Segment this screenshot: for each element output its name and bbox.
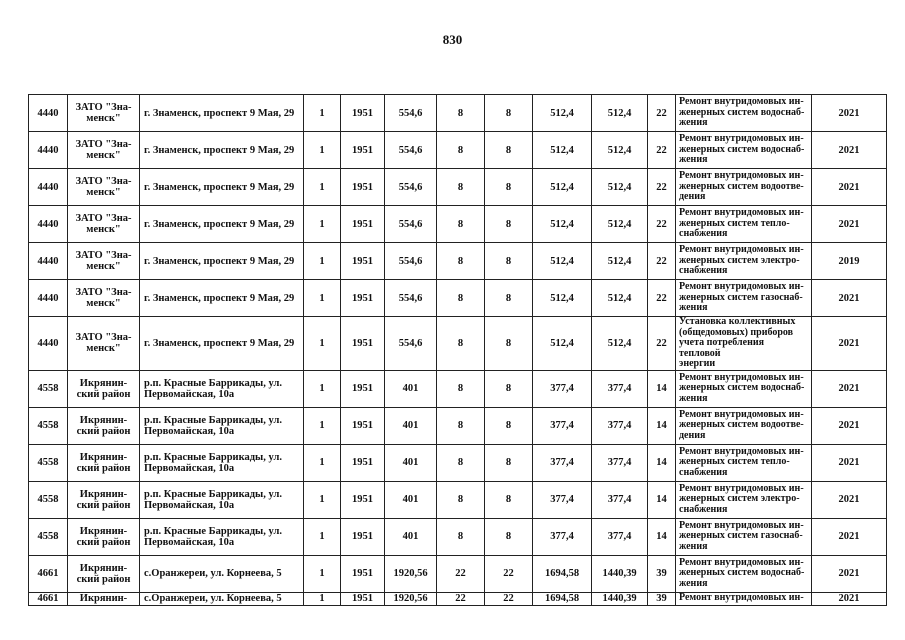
count-cell-3: 8 bbox=[485, 317, 533, 371]
residents-cell: 14 bbox=[648, 407, 676, 444]
total-area-cell: 554,6 bbox=[385, 95, 437, 132]
count-cell: 1 bbox=[304, 95, 341, 132]
plan-year-cell: 2021 bbox=[812, 317, 887, 371]
count-cell-2: 8 bbox=[437, 407, 485, 444]
address-cell: с.Оранжереи, ул. Корнеева, 5 bbox=[140, 592, 304, 605]
plan-year-cell: 2021 bbox=[812, 555, 887, 592]
table-row bbox=[29, 280, 887, 317]
count-cell-2: 8 bbox=[437, 132, 485, 169]
territory-cell: ЗАТО "Зна- менск" bbox=[68, 206, 140, 243]
territory-cell: Икрянин- ский район bbox=[68, 481, 140, 518]
count-cell-3: 8 bbox=[485, 132, 533, 169]
residents-cell: 22 bbox=[648, 243, 676, 280]
plan-year-cell: 2021 bbox=[812, 407, 887, 444]
residents-cell: 22 bbox=[648, 317, 676, 371]
table-row bbox=[29, 169, 887, 206]
count-cell-3: 8 bbox=[485, 370, 533, 407]
area-cell-2: 512,4 bbox=[533, 169, 592, 206]
territory-cell: ЗАТО "Зна- менск" bbox=[68, 243, 140, 280]
area-cell-3: 512,4 bbox=[592, 317, 648, 371]
plan-year-cell: 2021 bbox=[812, 518, 887, 555]
count-cell-3: 8 bbox=[485, 518, 533, 555]
year-cell: 1951 bbox=[341, 555, 385, 592]
table-row bbox=[29, 592, 887, 605]
area-cell-2: 377,4 bbox=[533, 407, 592, 444]
year-cell: 1951 bbox=[341, 95, 385, 132]
plan-year-cell: 2021 bbox=[812, 95, 887, 132]
work-type-cell: Ремонт внутридомовых ин- женерных систем тепло- снабжения bbox=[676, 206, 812, 243]
plan-year-cell: 2021 bbox=[812, 169, 887, 206]
housing-repair-table bbox=[28, 94, 887, 606]
area-cell-2: 512,4 bbox=[533, 206, 592, 243]
residents-cell: 14 bbox=[648, 518, 676, 555]
count-cell: 1 bbox=[304, 481, 341, 518]
house-id-cell: 4558 bbox=[29, 370, 68, 407]
count-cell: 1 bbox=[304, 407, 341, 444]
total-area-cell: 554,6 bbox=[385, 317, 437, 371]
table-row bbox=[29, 317, 887, 371]
count-cell: 1 bbox=[304, 206, 341, 243]
area-cell-2: 512,4 bbox=[533, 95, 592, 132]
territory-cell: Икрянин- ский район bbox=[68, 370, 140, 407]
house-id-cell: 4440 bbox=[29, 206, 68, 243]
work-type-cell: Ремонт внутридомовых ин- женерных систем водоснаб- жения bbox=[676, 370, 812, 407]
house-id-cell: 4440 bbox=[29, 243, 68, 280]
year-cell: 1951 bbox=[341, 132, 385, 169]
area-cell-3: 377,4 bbox=[592, 370, 648, 407]
count-cell-2: 8 bbox=[437, 317, 485, 371]
house-id-cell: 4440 bbox=[29, 169, 68, 206]
area-cell-3: 512,4 bbox=[592, 169, 648, 206]
plan-year-cell: 2021 bbox=[812, 444, 887, 481]
area-cell-3: 1440,39 bbox=[592, 592, 648, 605]
table-row bbox=[29, 95, 887, 132]
address-cell: р.п. Красные Баррикады, ул. Первомайская, 10а bbox=[140, 481, 304, 518]
count-cell-2: 8 bbox=[437, 481, 485, 518]
table-row bbox=[29, 555, 887, 592]
plan-year-cell: 2021 bbox=[812, 132, 887, 169]
table-row bbox=[29, 206, 887, 243]
territory-cell: ЗАТО "Зна- менск" bbox=[68, 317, 140, 371]
house-id-cell: 4558 bbox=[29, 481, 68, 518]
house-id-cell: 4661 bbox=[29, 555, 68, 592]
house-id-cell: 4440 bbox=[29, 317, 68, 371]
work-type-cell: Ремонт внутридомовых ин- женерных систем водоотве- дения bbox=[676, 407, 812, 444]
year-cell: 1951 bbox=[341, 518, 385, 555]
residents-cell: 14 bbox=[648, 481, 676, 518]
year-cell: 1951 bbox=[341, 280, 385, 317]
total-area-cell: 401 bbox=[385, 407, 437, 444]
residents-cell: 22 bbox=[648, 132, 676, 169]
work-type-cell: Ремонт внутридомовых ин- женерных систем электро- снабжения bbox=[676, 243, 812, 280]
area-cell-3: 377,4 bbox=[592, 407, 648, 444]
area-cell-2: 512,4 bbox=[533, 317, 592, 371]
residents-cell: 22 bbox=[648, 169, 676, 206]
count-cell-2: 8 bbox=[437, 280, 485, 317]
count-cell-2: 8 bbox=[437, 169, 485, 206]
territory-cell: ЗАТО "Зна- менск" bbox=[68, 280, 140, 317]
territory-cell: ЗАТО "Зна- менск" bbox=[68, 95, 140, 132]
work-type-cell: Ремонт внутридомовых ин- женерных систем газоснаб- жения bbox=[676, 280, 812, 317]
house-id-cell: 4558 bbox=[29, 518, 68, 555]
table-body bbox=[29, 95, 887, 606]
table-row bbox=[29, 370, 887, 407]
total-area-cell: 1920,56 bbox=[385, 592, 437, 605]
plan-year-cell: 2021 bbox=[812, 206, 887, 243]
count-cell-3: 8 bbox=[485, 95, 533, 132]
table-row bbox=[29, 481, 887, 518]
area-cell-2: 1694,58 bbox=[533, 555, 592, 592]
house-id-cell: 4440 bbox=[29, 280, 68, 317]
count-cell-2: 8 bbox=[437, 95, 485, 132]
area-cell-2: 1694,58 bbox=[533, 592, 592, 605]
total-area-cell: 401 bbox=[385, 444, 437, 481]
count-cell-2: 22 bbox=[437, 592, 485, 605]
work-type-cell: Ремонт внутридомовых ин- женерных систем водоотве- дения bbox=[676, 169, 812, 206]
total-area-cell: 554,6 bbox=[385, 243, 437, 280]
address-cell: р.п. Красные Баррикады, ул. Первомайская, 10а bbox=[140, 518, 304, 555]
count-cell-2: 8 bbox=[437, 444, 485, 481]
total-area-cell: 401 bbox=[385, 370, 437, 407]
residents-cell: 22 bbox=[648, 206, 676, 243]
count-cell: 1 bbox=[304, 555, 341, 592]
plan-year-cell: 2021 bbox=[812, 481, 887, 518]
residents-cell: 14 bbox=[648, 444, 676, 481]
count-cell-2: 8 bbox=[437, 243, 485, 280]
total-area-cell: 554,6 bbox=[385, 169, 437, 206]
area-cell-3: 512,4 bbox=[592, 206, 648, 243]
total-area-cell: 554,6 bbox=[385, 280, 437, 317]
address-cell: г. Знаменск, проспект 9 Мая, 29 bbox=[140, 243, 304, 280]
table-row bbox=[29, 444, 887, 481]
table-row bbox=[29, 518, 887, 555]
territory-cell: Икрянин- ский район bbox=[68, 555, 140, 592]
year-cell: 1951 bbox=[341, 592, 385, 605]
count-cell: 1 bbox=[304, 169, 341, 206]
count-cell-3: 8 bbox=[485, 243, 533, 280]
territory-cell: ЗАТО "Зна- менск" bbox=[68, 132, 140, 169]
count-cell-3: 8 bbox=[485, 444, 533, 481]
residents-cell: 39 bbox=[648, 592, 676, 605]
total-area-cell: 401 bbox=[385, 481, 437, 518]
count-cell: 1 bbox=[304, 243, 341, 280]
address-cell: г. Знаменск, проспект 9 Мая, 29 bbox=[140, 206, 304, 243]
area-cell-3: 512,4 bbox=[592, 280, 648, 317]
count-cell: 1 bbox=[304, 518, 341, 555]
year-cell: 1951 bbox=[341, 407, 385, 444]
year-cell: 1951 bbox=[341, 317, 385, 371]
count-cell: 1 bbox=[304, 370, 341, 407]
area-cell-2: 377,4 bbox=[533, 444, 592, 481]
address-cell: р.п. Красные Баррикады, ул. Первомайская, 10а bbox=[140, 444, 304, 481]
area-cell-2: 512,4 bbox=[533, 132, 592, 169]
table-row bbox=[29, 243, 887, 280]
territory-cell: Икрянин- ский район bbox=[68, 407, 140, 444]
year-cell: 1951 bbox=[341, 243, 385, 280]
area-cell-3: 377,4 bbox=[592, 481, 648, 518]
plan-year-cell: 2019 bbox=[812, 243, 887, 280]
count-cell-2: 8 bbox=[437, 518, 485, 555]
count-cell: 1 bbox=[304, 317, 341, 371]
area-cell-2: 377,4 bbox=[533, 370, 592, 407]
work-type-cell: Ремонт внутридомовых ин- женерных систем газоснаб- жения bbox=[676, 518, 812, 555]
year-cell: 1951 bbox=[341, 370, 385, 407]
area-cell-3: 1440,39 bbox=[592, 555, 648, 592]
residents-cell: 39 bbox=[648, 555, 676, 592]
work-type-cell: Ремонт внутридомовых ин- женерных систем водоснаб- жения bbox=[676, 555, 812, 592]
residents-cell: 22 bbox=[648, 280, 676, 317]
total-area-cell: 1920,56 bbox=[385, 555, 437, 592]
address-cell: р.п. Красные Баррикады, ул. Первомайская, 10а bbox=[140, 407, 304, 444]
house-id-cell: 4558 bbox=[29, 444, 68, 481]
count-cell-2: 22 bbox=[437, 555, 485, 592]
count-cell-3: 8 bbox=[485, 280, 533, 317]
total-area-cell: 554,6 bbox=[385, 206, 437, 243]
area-cell-3: 512,4 bbox=[592, 95, 648, 132]
count-cell: 1 bbox=[304, 132, 341, 169]
page-number: 830 bbox=[442, 32, 463, 47]
area-cell-3: 377,4 bbox=[592, 518, 648, 555]
area-cell-3: 377,4 bbox=[592, 444, 648, 481]
plan-year-cell: 2021 bbox=[812, 280, 887, 317]
count-cell-2: 8 bbox=[437, 370, 485, 407]
work-type-cell: Ремонт внутридомовых ин- женерных систем тепло- снабжения bbox=[676, 444, 812, 481]
territory-cell: Икрянин- ский район bbox=[68, 444, 140, 481]
work-type-cell: Установка коллективных (общедомовых) приборов учета потребления тепловой энергии bbox=[676, 317, 812, 371]
territory-cell: Икрянин- bbox=[68, 592, 140, 605]
count-cell-3: 8 bbox=[485, 481, 533, 518]
address-cell: г. Знаменск, проспект 9 Мая, 29 bbox=[140, 280, 304, 317]
address-cell: р.п. Красные Баррикады, ул. Первомайская, 10а bbox=[140, 370, 304, 407]
count-cell: 1 bbox=[304, 280, 341, 317]
plan-year-cell: 2021 bbox=[812, 370, 887, 407]
area-cell-2: 512,4 bbox=[533, 243, 592, 280]
area-cell-3: 512,4 bbox=[592, 132, 648, 169]
count-cell-3: 8 bbox=[485, 169, 533, 206]
total-area-cell: 554,6 bbox=[385, 132, 437, 169]
year-cell: 1951 bbox=[341, 169, 385, 206]
work-type-cell: Ремонт внутридомовых ин- женерных систем электро- снабжения bbox=[676, 481, 812, 518]
year-cell: 1951 bbox=[341, 444, 385, 481]
year-cell: 1951 bbox=[341, 206, 385, 243]
territory-cell: Икрянин- ский район bbox=[68, 518, 140, 555]
year-cell: 1951 bbox=[341, 481, 385, 518]
address-cell: г. Знаменск, проспект 9 Мая, 29 bbox=[140, 95, 304, 132]
count-cell-3: 8 bbox=[485, 206, 533, 243]
count-cell-3: 8 bbox=[485, 407, 533, 444]
address-cell: г. Знаменск, проспект 9 Мая, 29 bbox=[140, 132, 304, 169]
residents-cell: 14 bbox=[648, 370, 676, 407]
total-area-cell: 401 bbox=[385, 518, 437, 555]
area-cell-2: 512,4 bbox=[533, 280, 592, 317]
address-cell: г. Знаменск, проспект 9 Мая, 29 bbox=[140, 169, 304, 206]
count-cell: 1 bbox=[304, 592, 341, 605]
house-id-cell: 4440 bbox=[29, 95, 68, 132]
count-cell: 1 bbox=[304, 444, 341, 481]
plan-year-cell: 2021 bbox=[812, 592, 887, 605]
area-cell-3: 512,4 bbox=[592, 243, 648, 280]
house-id-cell: 4440 bbox=[29, 132, 68, 169]
area-cell-2: 377,4 bbox=[533, 481, 592, 518]
territory-cell: ЗАТО "Зна- менск" bbox=[68, 169, 140, 206]
address-cell: с.Оранжереи, ул. Корнеева, 5 bbox=[140, 555, 304, 592]
count-cell-2: 8 bbox=[437, 206, 485, 243]
house-id-cell: 4661 bbox=[29, 592, 68, 605]
residents-cell: 22 bbox=[648, 95, 676, 132]
table-row bbox=[29, 132, 887, 169]
house-id-cell: 4558 bbox=[29, 407, 68, 444]
work-type-cell: Ремонт внутридомовых ин- женерных систем водоснаб- жения bbox=[676, 95, 812, 132]
work-type-cell: Ремонт внутридомовых ин- женерных систем водоснаб- жения bbox=[676, 132, 812, 169]
table-row bbox=[29, 407, 887, 444]
area-cell-2: 377,4 bbox=[533, 518, 592, 555]
address-cell: г. Знаменск, проспект 9 Мая, 29 bbox=[140, 317, 304, 371]
count-cell-3: 22 bbox=[485, 592, 533, 605]
work-type-cell: Ремонт внутридомовых ин- bbox=[676, 592, 812, 605]
count-cell-3: 22 bbox=[485, 555, 533, 592]
